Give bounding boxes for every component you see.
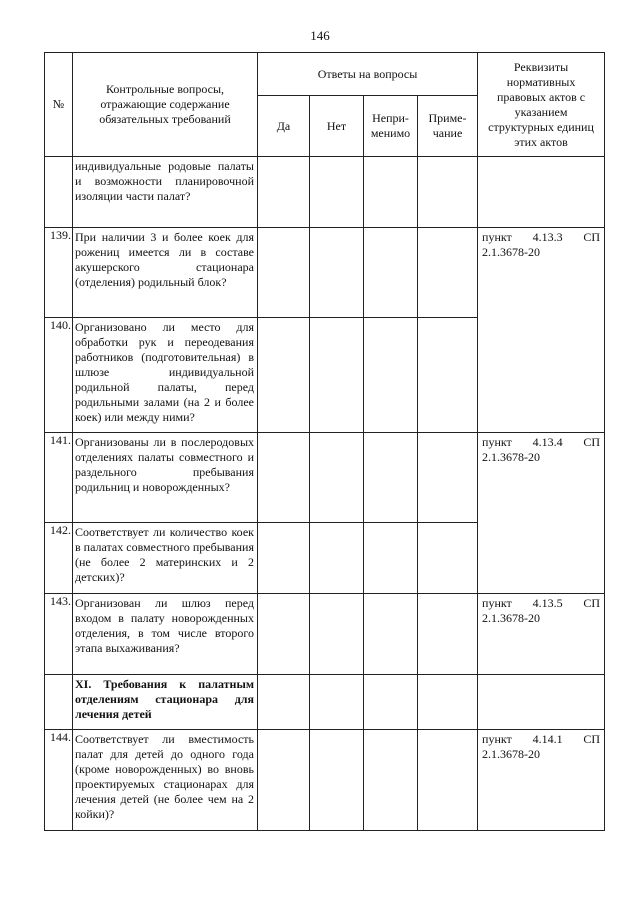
- table-row: [45, 594, 605, 675]
- requisite-point: 4.13.4: [532, 435, 563, 449]
- requisites-cell: [478, 157, 605, 228]
- header-note-line2: чание: [432, 126, 463, 140]
- requisites-cell: [478, 594, 605, 675]
- answer-yes-cell[interactable]: [258, 228, 310, 318]
- requisite-word: пункт: [482, 230, 512, 244]
- answer-note-cell: [418, 675, 478, 730]
- answer-yes-cell[interactable]: [258, 523, 310, 594]
- row-question: [73, 228, 258, 318]
- section-title: XI. Требования к палатным отделениям стационара для лечения детей: [75, 677, 254, 721]
- answer-note-cell[interactable]: [418, 523, 478, 594]
- header-na-line1: Непри-: [372, 111, 409, 125]
- answer-yes-cell[interactable]: [258, 433, 310, 523]
- table-row: [45, 228, 605, 318]
- header-not-applicable: [364, 96, 418, 157]
- requisite-word: пункт: [482, 435, 512, 449]
- answer-yes-cell: [258, 675, 310, 730]
- row-question: [73, 523, 258, 594]
- answer-no-cell[interactable]: [310, 318, 364, 433]
- answer-na-cell: [364, 675, 418, 730]
- requisite-line: [482, 435, 600, 450]
- table-row: [45, 157, 605, 228]
- header-yes: Да: [258, 96, 310, 157]
- answer-no-cell[interactable]: [310, 433, 364, 523]
- requisite-point: 4.13.5: [532, 596, 563, 610]
- answer-note-cell[interactable]: [418, 228, 478, 318]
- requisite-point: 4.13.3: [532, 230, 563, 244]
- row-question: [73, 318, 258, 433]
- answer-na-cell[interactable]: [364, 228, 418, 318]
- requisites-cell: [478, 228, 605, 433]
- answer-no-cell[interactable]: [310, 228, 364, 318]
- requisite-doc: 2.1.3678-20: [482, 245, 541, 259]
- requisites-cell: [478, 730, 605, 831]
- row-question: [73, 594, 258, 675]
- answer-note-cell[interactable]: [418, 433, 478, 523]
- header-na-line2: менимо: [370, 126, 411, 140]
- requisite-code: СП: [583, 596, 601, 610]
- row-question: [73, 157, 258, 228]
- answer-no-cell[interactable]: [310, 594, 364, 675]
- row-number: [45, 157, 73, 228]
- answer-na-cell[interactable]: [364, 730, 418, 831]
- header-questions: Контрольные вопросы, отражающие содержание обязательных требований: [73, 53, 258, 157]
- question-text: При наличии 3 и более коек для рожениц имеется ли в составе акушерского стационара (отделения) родильный блок?: [75, 230, 254, 289]
- row-question: [73, 433, 258, 523]
- answer-yes-cell[interactable]: [258, 157, 310, 228]
- answer-na-cell[interactable]: [364, 318, 418, 433]
- header-answers: Ответы на вопросы: [258, 53, 478, 96]
- answer-yes-cell[interactable]: [258, 594, 310, 675]
- answer-na-cell[interactable]: [364, 523, 418, 594]
- requisite-word: пункт: [482, 596, 512, 610]
- row-number: 142.: [45, 523, 73, 594]
- answer-note-cell[interactable]: [418, 594, 478, 675]
- row-number: 139.: [45, 228, 73, 318]
- header-number: №: [45, 53, 73, 157]
- answer-note-cell[interactable]: [418, 730, 478, 831]
- row-question: [73, 730, 258, 831]
- question-text: Соответствует ли вместимость палат для детей до одного года (кроме новорожденных) во вновь проектируемых стационарах для лечения детей (не более чем на 2 койки)?: [75, 732, 254, 821]
- requisite-line: [482, 230, 600, 245]
- question-text: Организован ли шлюз перед входом в палату новорожденных отделения, в том числе второго этапа выхаживания?: [75, 596, 254, 655]
- question-text: Соответствует ли количество коек в палатах совместного пребывания (не более 2 материнских и 2 детских)?: [75, 525, 254, 584]
- answer-note-cell[interactable]: [418, 318, 478, 433]
- requisite-doc: 2.1.3678-20: [482, 611, 541, 625]
- section-heading: [73, 675, 258, 730]
- requisite-line: [482, 732, 600, 747]
- row-number: 140.: [45, 318, 73, 433]
- question-text: Организовано ли место для обработки рук и переодевания работников (подготовительная) в шлюзе индивидуальной родильной палаты, перед родильными залами (на 2 и более коек) или между ними?: [75, 320, 254, 424]
- row-number: 144.: [45, 730, 73, 831]
- requisite-code: СП: [583, 732, 601, 746]
- row-number: 141.: [45, 433, 73, 523]
- question-text: Организованы ли в послеродовых отделениях палаты совместного и раздельного пребывания родильниц и новорожденных?: [75, 435, 254, 494]
- answer-na-cell[interactable]: [364, 433, 418, 523]
- header-requisites: Реквизиты нормативных правовых актов с указанием структурных единиц этих актов: [478, 53, 605, 157]
- answer-yes-cell[interactable]: [258, 730, 310, 831]
- answer-no-cell[interactable]: [310, 730, 364, 831]
- answer-no-cell[interactable]: [310, 157, 364, 228]
- answer-no-cell: [310, 675, 364, 730]
- row-number: [45, 675, 73, 730]
- requisites-cell: [478, 675, 605, 730]
- requisite-code: СП: [583, 230, 601, 244]
- table-row: [45, 730, 605, 831]
- requisite-point: 4.14.1: [532, 732, 563, 746]
- requisite-line: [482, 596, 600, 611]
- answer-na-cell[interactable]: [364, 157, 418, 228]
- section-row: [45, 675, 605, 730]
- answer-yes-cell[interactable]: [258, 318, 310, 433]
- header-no: Нет: [310, 96, 364, 157]
- requisite-word: пункт: [482, 732, 512, 746]
- question-text: индивидуальные родовые палаты и возможности планировочной изоляции части палат?: [75, 159, 254, 203]
- page-number: 146: [310, 28, 330, 43]
- table-row: [45, 433, 605, 523]
- header-note: [418, 96, 478, 157]
- requisite-doc: 2.1.3678-20: [482, 747, 541, 761]
- answer-na-cell[interactable]: [364, 594, 418, 675]
- checklist-table: [44, 52, 605, 831]
- header-note-line1: Приме-: [428, 111, 467, 125]
- requisite-doc: 2.1.3678-20: [482, 450, 541, 464]
- answer-note-cell[interactable]: [418, 157, 478, 228]
- row-number: 143.: [45, 594, 73, 675]
- requisite-code: СП: [583, 435, 601, 449]
- answer-no-cell[interactable]: [310, 523, 364, 594]
- requisites-cell: [478, 433, 605, 594]
